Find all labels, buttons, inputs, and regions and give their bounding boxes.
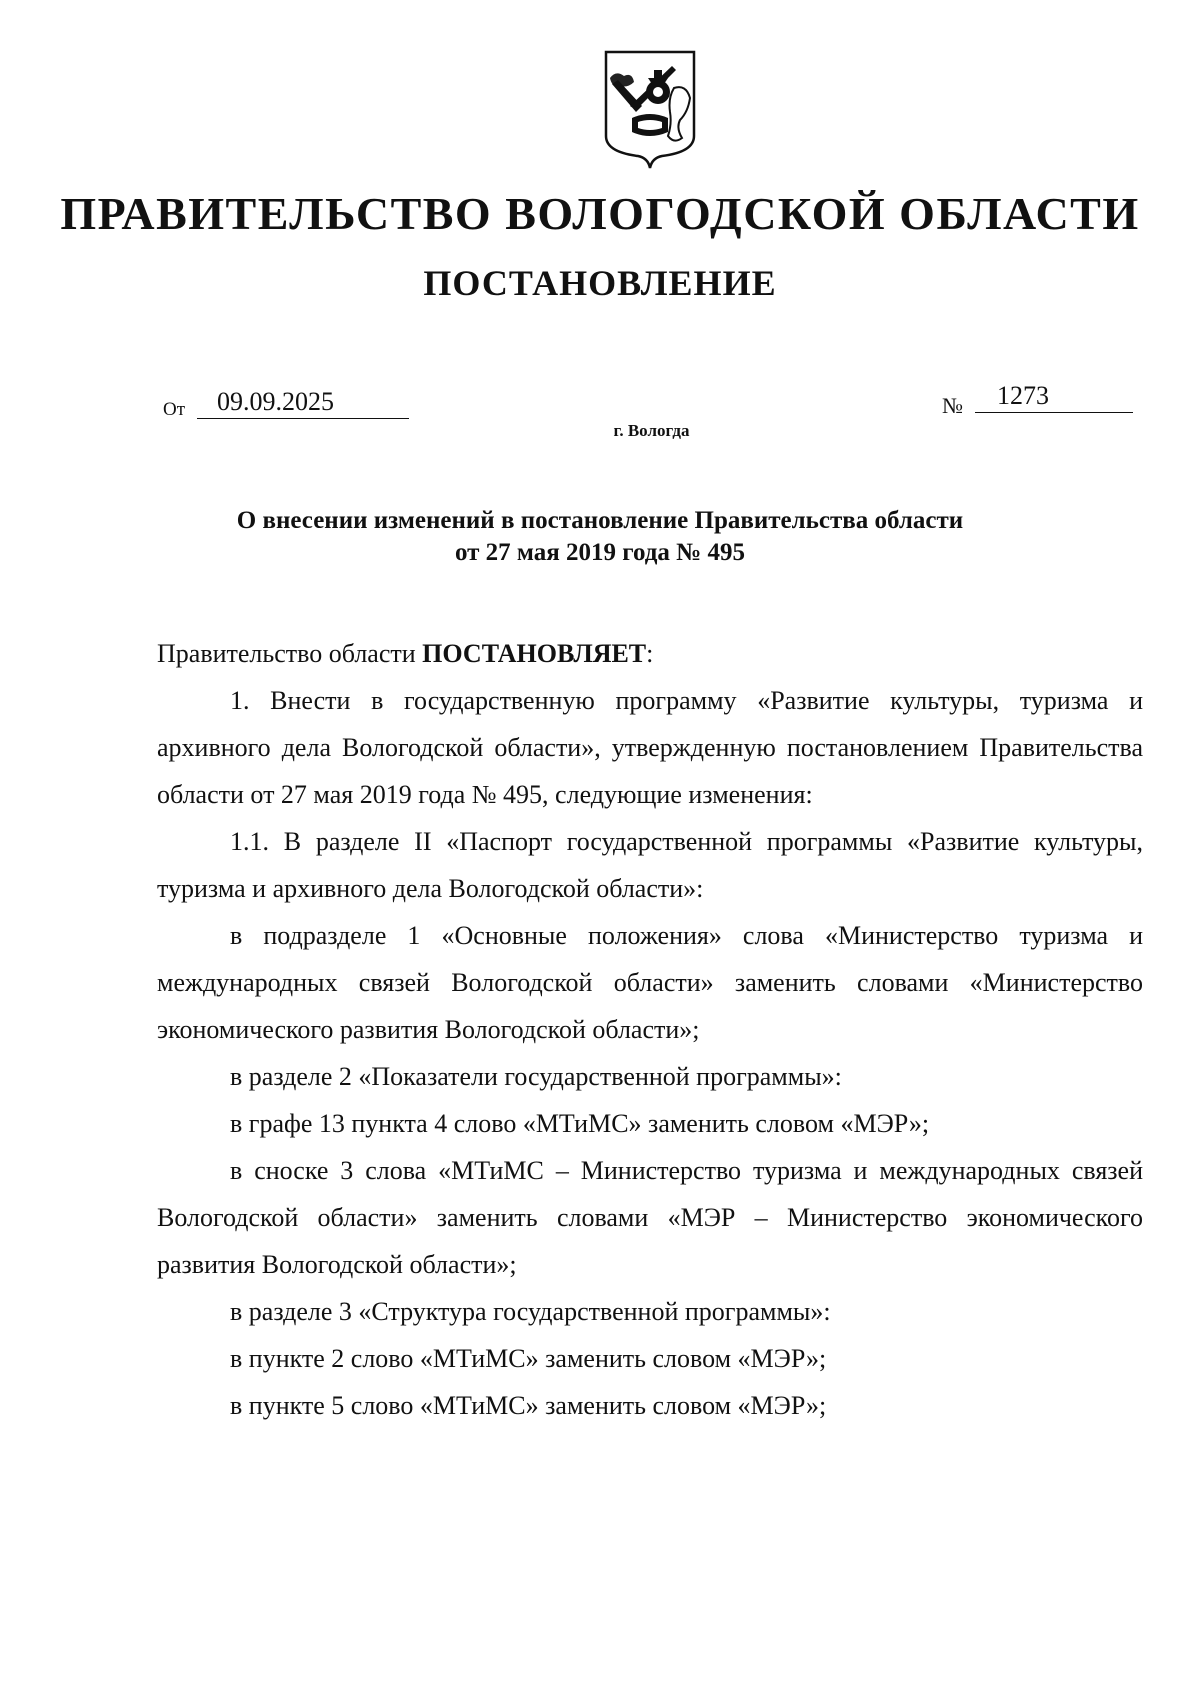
lead-colon: : [646, 639, 654, 668]
organization-title: ПРАВИТЕЛЬСТВО ВОЛОГОДСКОЙ ОБЛАСТИ [60, 188, 1140, 239]
document-body [157, 630, 1143, 1429]
body-paragraph: в сноске 3 слова «МТиМС – Министерство туризма и международных связей Вологодской области» заменить словами «МЭР – Министерство экономического развития Вологодской области»; [157, 1156, 1143, 1279]
document-type-heading: ПОСТАНОВЛЕНИЕ [423, 263, 777, 303]
body-paragraph: в пункте 2 слово «МТиМС» заменить словом «МЭР»; [230, 1344, 827, 1373]
document-subject [0, 505, 1200, 569]
body-paragraph: в разделе 3 «Структура государственной программы»: [230, 1297, 831, 1326]
body-paragraph: в подразделе 1 «Основные положения» слова «Министерство туризма и международных связей Вологодской области» заменить словами «Министерство экономического развития Вологодской области»; [157, 921, 1143, 1044]
document-number: 1273 [975, 380, 1133, 413]
resolution-lead [157, 630, 1143, 677]
body-paragraph: в разделе 2 «Показатели государственной программы»: [230, 1062, 842, 1091]
number-prefix: № [942, 393, 963, 418]
body-paragraph: в графе 13 пункта 4 слово «МТиМС» заменить словом «МЭР»; [230, 1109, 930, 1138]
document-date: 09.09.2025 [197, 386, 409, 419]
date-prefix: От [163, 399, 186, 420]
body-paragraph: 1. Внести в государственную программу «Развитие культуры, туризма и архивного дела Вологодской области», утвержденную постановлением Правительства области от 27 мая 2019 года № 495, следующие изменения: [157, 686, 1143, 809]
coat-of-arms-emblem [602, 48, 698, 170]
body-paragraph: в пункте 5 слово «МТиМС» заменить словом «МЭР»; [230, 1391, 827, 1420]
subject-line: О внесении изменений в постановление Правительства области [236, 507, 964, 534]
subject-line: от 27 мая 2019 года № 495 [454, 539, 746, 566]
body-paragraph: 1.1. В разделе II «Паспорт государственной программы «Развитие культуры, туризма и архивного дела Вологодской области»: [157, 827, 1143, 903]
lead-text: Правительство области [157, 639, 423, 668]
issuing-city: г. Вологда [613, 421, 690, 440]
lead-keyword: ПОСТАНОВЛЯЕТ [422, 639, 647, 668]
